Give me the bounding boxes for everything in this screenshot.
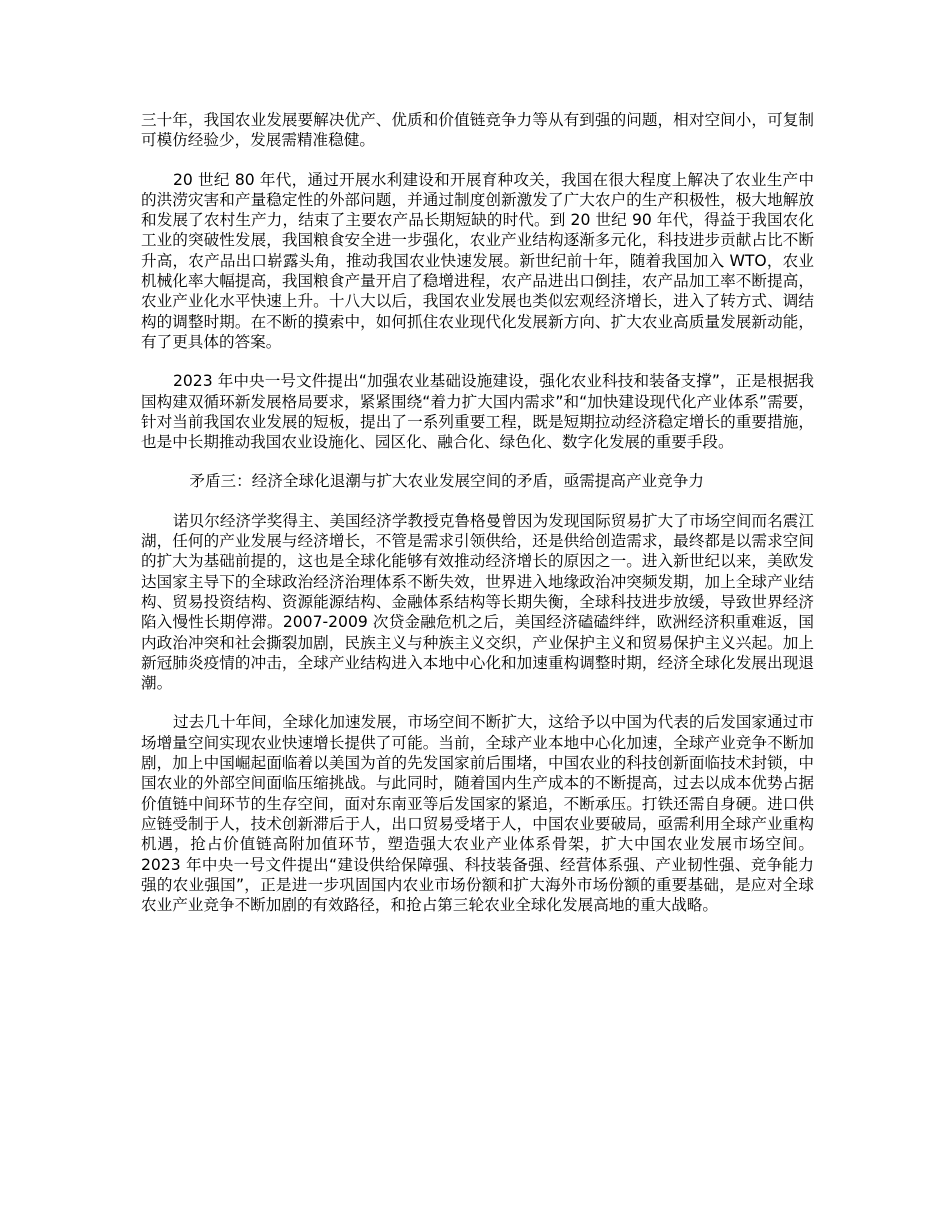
section-heading-contradiction-three: 矛盾三：经济全球化退潮与扩大农业发展空间的矛盾，亟需提高产业竞争力 bbox=[189, 472, 704, 491]
paragraph-continuation: 三十年，我国农业发展要解决优产、优质和价值链竞争力等从有到强的问题，相对空间小，可复制可模仿经验少，发展需精准稳健。 bbox=[141, 111, 814, 150]
paragraph-document-no1-infrastructure: 2023 年中央一号文件提出“加强农业基础设施建设，强化农业科技和装备支撑”，正是根据我国构建双循环新发展格局要求，紧紧围绕“着力扩大国内需求”和“加快建设现代化产业体系”需要，针对当前我国农业发展的短板，提出了一系列重要工程，既是短期拉动经济稳定增长的重要措施，也是中长期推动我国农业设施化、园区化、融合化、绿色化、数字化发展的重要手段。 bbox=[141, 372, 814, 452]
paragraph-agri-history: 20 世纪 80 年代，通过开展水利建设和开展育种攻关，我国在很大程度上解决了农业生产中的洪涝灾害和产量稳定性的外部问题，并通过制度创新激发了广大农户的生产积极性，极大地解放和发展了农村生产力，结束了主要农产品长期短缺的时代。到 20 世纪 90 年代，得益于我国农化工业的突破性发展，我国粮食安全进一步强化，农业产业结构逐渐多元化，科技进步贡献占比不断升高，农产品出口崭露头角，推动我国农业快速发展。新世纪前十年，随着我国加入 WTO，农业机械化率大幅提高，我国粮食产量开启了稳增进程，农产品进出口倒挂，农产品加工率不断提高，农业产业化水平快速上升。十八大以后，我国农业发展也类似宏观经济增长，进入了转方式、调结构的调整时期。在不断的摸索中，如何抓住农业现代化发展新方向、扩大农业高质量发展新动能，有了更具体的答案。 bbox=[141, 170, 814, 351]
paragraph-market-space: 过去几十年间，全球化加速发展，市场空间不断扩大，这给予以中国为代表的后发国家通过市场增量空间实现农业快速增长提供了可能。当前，全球产业本地中心化加速，全球产业竞争不断加剧，加上中国崛起面临着以美国为首的先发国家前后围堵，中国农业的科技创新面临技术封锁，中国农业的外部空间面临压缩挑战。与此同时，随着国内生产成本的不断提高，过去以成本优势占据价值链中间环节的生存空间，面对东南亚等后发国家的紧追，不断承压。打铁还需自身硬。进口供应链受制于人，技术创新滞后于人，出口贸易受堵于人，中国农业要破局，亟需利用全球产业重构机遇，抢占价值链高附加值环节，塑造强大农业产业体系骨架，扩大中国农业发展市场空间。2023 年中央一号文件提出“建设供给保障强、科技装备强、经营体系强、产业韧性强、竞争能力强的农业强国”，正是进一步巩固国内农业市场份额和扩大海外市场份额的重要基础，是应对全球农业产业竞争不断加剧的有效路径，和抢占第三轮农业全球化发展高地的重大战略。 bbox=[141, 713, 814, 915]
paragraph-globalization-retreat: 诺贝尔经济学奖得主、美国经济学教授克鲁格曼曾因为发现国际贸易扩大了市场空间而名震江湖，任何的产业发展与经济增长，不管是需求引领供给，还是供给创造需求，最终都是以需求空间的扩大为基础前提的，这也是全球化能够有效推动经济增长的原因之一。进入新世纪以来，美欧发达国家主导下的全球政治经济治理体系不断失效，世界进入地缘政治冲突频发期，加上全球产业结构、贸易投资结构、资源能源结构、金融体系结构等长期失衡，全球科技进步放缓，导致世界经济陷入慢性长期停滞。2007-2009 次贷金融危机之后，美国经济磕磕绊绊，欧洲经济积重难返，国内政治冲突和社会撕裂加剧，民族主义与种族主义交织，产业保护主义和贸易保护主义兴起。加上新冠肺炎疫情的冲击，全球产业结构进入本地中心化和加速重构调整时期，经济全球化发展出现退潮。 bbox=[141, 511, 814, 693]
document-body bbox=[141, 110, 814, 934]
